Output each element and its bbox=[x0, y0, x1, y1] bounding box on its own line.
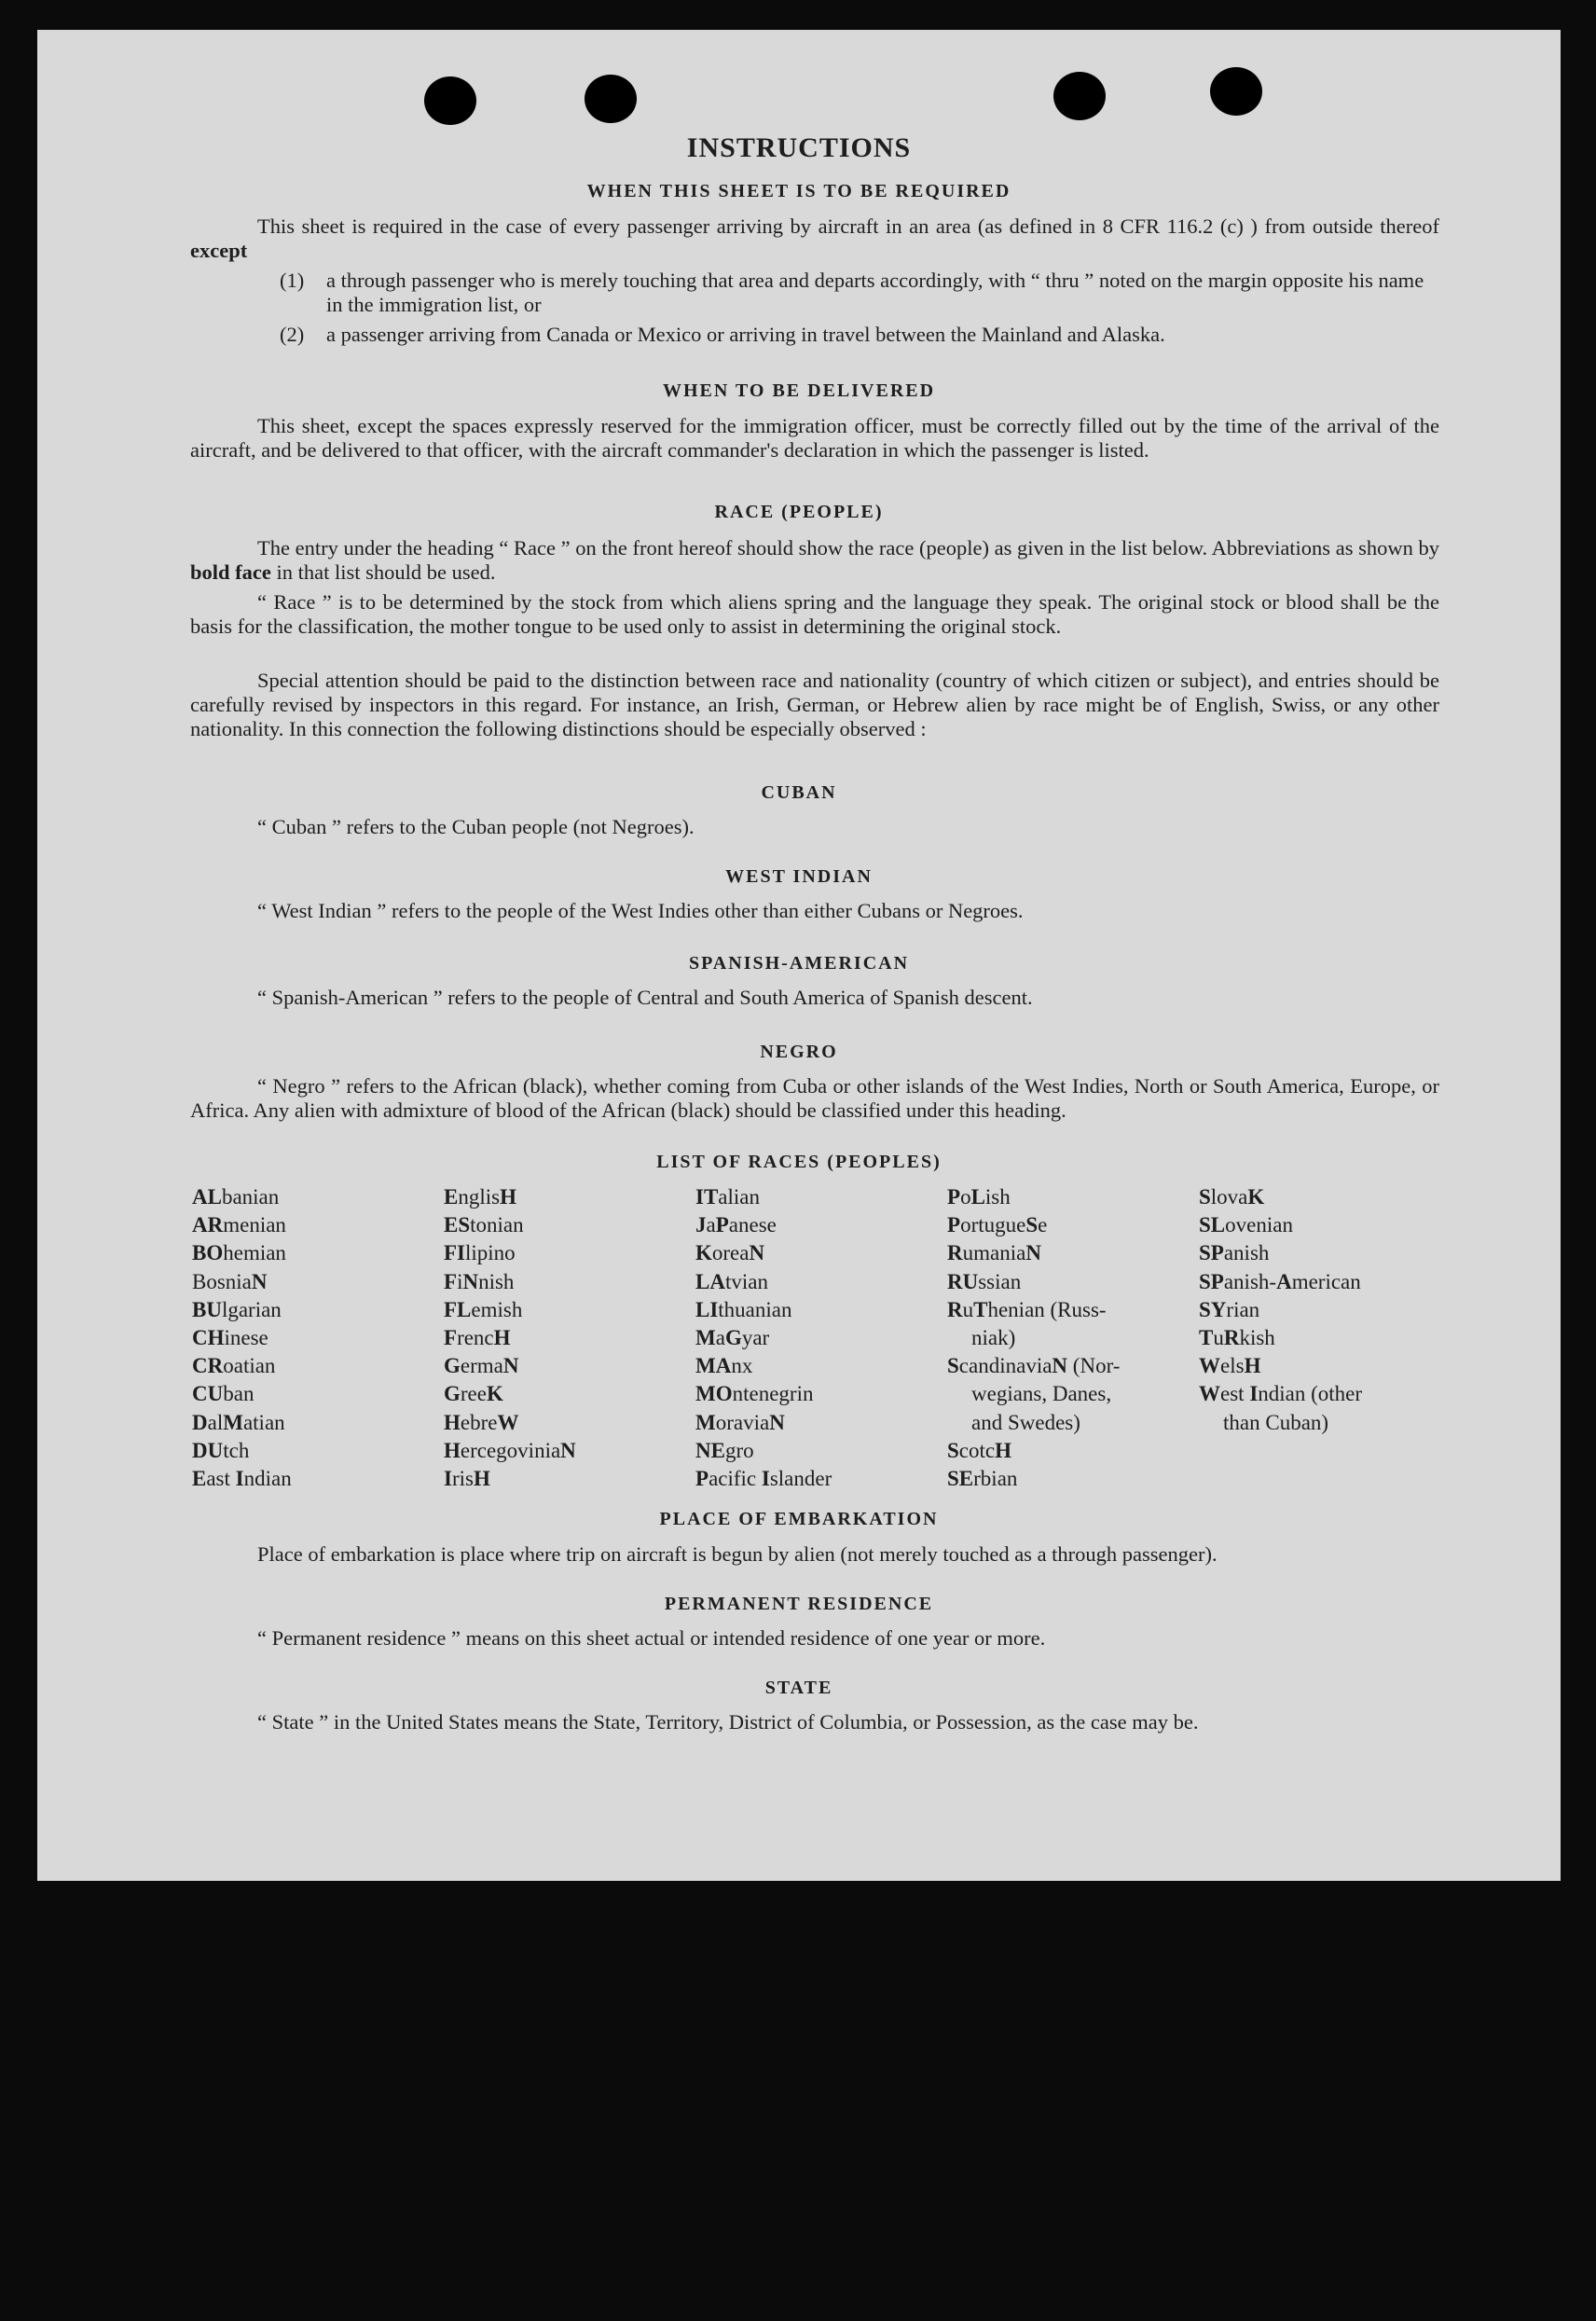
race-item: and Swedes) bbox=[971, 1410, 1080, 1434]
race-item: FiNnish bbox=[444, 1269, 515, 1293]
race-item: ALbanian bbox=[192, 1185, 280, 1209]
paragraph: “ Negro ” refers to the African (black), whether coming from Cuba or other islands of the West Indies, North or South America, Europe, or Africa. Any alien with admixture of blood of the African (black) should be classified under this heading. bbox=[190, 1074, 1439, 1122]
punch-hole bbox=[1210, 67, 1262, 116]
section-heading: SPANISH-AMERICAN bbox=[688, 953, 910, 974]
paragraph: “ Race ” is to be determined by the stock from which aliens spring and the language they speak. The original stock or blood shall be the basis for the classification, the mother tongue to be used only to assist in determining the original stock. bbox=[190, 590, 1439, 638]
punch-hole bbox=[585, 75, 637, 123]
section-heading: WHEN TO BE DELIVERED bbox=[662, 380, 936, 401]
race-item: niak) bbox=[971, 1326, 1016, 1350]
race-item: NEgro bbox=[695, 1438, 754, 1462]
race-item: FrencH bbox=[444, 1326, 511, 1350]
race-item: MAnx bbox=[695, 1354, 753, 1378]
race-column bbox=[695, 1183, 938, 1493]
race-item: ScotcH bbox=[947, 1438, 1011, 1462]
race-item: SPanish-American bbox=[1199, 1269, 1361, 1293]
section-heading: STATE bbox=[764, 1678, 833, 1698]
section-heading: PERMANENT RESIDENCE bbox=[664, 1594, 934, 1614]
race-item: MOntenegrin bbox=[695, 1382, 814, 1406]
race-item: West Indian (other bbox=[1199, 1382, 1363, 1406]
race-column bbox=[947, 1183, 1190, 1493]
punch-hole bbox=[424, 76, 476, 125]
race-item: PoLish bbox=[947, 1185, 1011, 1209]
race-item: IrisH bbox=[444, 1467, 490, 1491]
paragraph: Special attention should be paid to the distinction between race and nationality (country of which citizen or subject), and entries should be carefully revised by inspectors in this regard. For instance, an Irish, German, or Hebrew alien by race might be of English, Swiss, or any other nationality. In this connection the following distinctions should be especially observed : bbox=[190, 669, 1439, 740]
paragraph: Place of embarkation is place where trip on aircraft is begun by alien (not merely touched as a through passenger). bbox=[257, 1542, 1218, 1566]
race-item: MoraviaN bbox=[695, 1410, 785, 1434]
race-item: CHinese bbox=[192, 1326, 268, 1350]
paragraph: “ Spanish-American ” refers to the people of Central and South America of Spanish descent. bbox=[257, 986, 1033, 1009]
race-item: CUban bbox=[192, 1382, 255, 1406]
race-item: Pacific Islander bbox=[695, 1467, 832, 1491]
race-column bbox=[1199, 1183, 1441, 1437]
list-item: (1) a through passenger who is merely touching that area and departs accordingly, with “ thru ” noted on the margin opposite his name in the immigration list, or bbox=[280, 269, 1424, 316]
paragraph: “ Permanent residence ” means on this sheet actual or intended residence of one year or more. bbox=[257, 1626, 1046, 1650]
race-item: RuThenian (Russ- bbox=[947, 1297, 1107, 1321]
race-item: SlovaK bbox=[1199, 1185, 1265, 1209]
race-item: than Cuban) bbox=[1223, 1410, 1329, 1434]
race-item: SLovenian bbox=[1199, 1213, 1293, 1237]
section-heading: PLACE OF EMBARKATION bbox=[659, 1509, 939, 1529]
race-item: BUlgarian bbox=[192, 1297, 282, 1321]
race-item: KoreaN bbox=[695, 1241, 765, 1265]
race-item: SErbian bbox=[947, 1467, 1018, 1491]
race-item: TuRkish bbox=[1199, 1326, 1275, 1350]
race-item: ScandinaviaN (Nor- bbox=[947, 1354, 1121, 1378]
race-item: PortugueSe bbox=[947, 1213, 1048, 1237]
section-heading: WHEN THIS SHEET IS TO BE REQUIRED bbox=[586, 181, 1011, 201]
race-column bbox=[192, 1183, 434, 1493]
race-item: GreeK bbox=[444, 1382, 503, 1406]
race-item: ITalian bbox=[695, 1185, 760, 1209]
paragraph: This sheet is required in the case of every passenger arriving by aircraft in an area (as defined in 8 CFR 116.2 (c) ) from outside thereof except bbox=[190, 214, 1439, 262]
race-item: FLemish bbox=[444, 1297, 523, 1321]
race-item: HercegoviniaN bbox=[444, 1438, 576, 1462]
race-item: JaPanese bbox=[695, 1213, 777, 1237]
paragraph: “ West Indian ” refers to the people of the West Indies other than either Cubans or Negroes. bbox=[257, 899, 1024, 922]
section-heading: CUBAN bbox=[761, 782, 837, 803]
race-list bbox=[192, 1183, 1460, 1491]
section-heading: RACE (PEOPLE) bbox=[714, 502, 884, 522]
race-item: CRoatian bbox=[192, 1354, 276, 1378]
document-page bbox=[37, 30, 1561, 1881]
race-item: EStonian bbox=[444, 1213, 524, 1237]
paragraph: The entry under the heading “ Race ” on the front hereof should show the race (people) as given in the list below. Abbreviations as shown by bold face in that list should be used. bbox=[190, 536, 1439, 584]
paragraph: “ State ” in the United States means the State, Territory, District of Columbia, or Possession, as the case may be. bbox=[257, 1710, 1199, 1734]
race-item: MaGyar bbox=[695, 1326, 770, 1350]
race-item: RUssian bbox=[947, 1269, 1022, 1293]
race-item: LAtvian bbox=[695, 1269, 768, 1293]
race-item: FIlipino bbox=[444, 1241, 516, 1265]
race-item: HebreW bbox=[444, 1410, 519, 1434]
race-column bbox=[444, 1183, 686, 1493]
paragraph: “ Cuban ” refers to the Cuban people (not Negroes). bbox=[257, 815, 695, 838]
page-title: INSTRUCTIONS bbox=[686, 132, 912, 163]
race-item: BosniaN bbox=[192, 1269, 268, 1293]
race-item: SPanish bbox=[1199, 1241, 1270, 1265]
race-item: RumaniaN bbox=[947, 1241, 1041, 1265]
race-item: SYrian bbox=[1199, 1297, 1260, 1321]
race-item: ARmenian bbox=[192, 1213, 286, 1237]
race-item: DUtch bbox=[192, 1438, 250, 1462]
race-item: LIthuanian bbox=[695, 1297, 792, 1321]
race-item: GermaN bbox=[444, 1354, 519, 1378]
race-item: DalMatian bbox=[192, 1410, 285, 1434]
section-heading: LIST OF RACES (PEOPLES) bbox=[656, 1152, 942, 1172]
section-heading: NEGRO bbox=[760, 1042, 838, 1062]
race-item: EnglisH bbox=[444, 1185, 516, 1209]
race-item: WelsH bbox=[1199, 1354, 1261, 1378]
race-item: wegians, Danes, bbox=[971, 1382, 1112, 1406]
punch-hole bbox=[1053, 72, 1106, 120]
race-item: BOhemian bbox=[192, 1241, 286, 1265]
race-item: East Indian bbox=[192, 1467, 292, 1491]
paragraph: This sheet, except the spaces expressly reserved for the immigration officer, must be correctly filled out by the time of the arrival of the aircraft, and be delivered to that officer, with the aircraft commander's declaration in which the passenger is listed. bbox=[190, 414, 1439, 462]
section-heading: WEST INDIAN bbox=[725, 866, 873, 887]
list-item: (2) a passenger arriving from Canada or Mexico or arriving in travel between the Mainland and Alaska. bbox=[280, 323, 1165, 346]
